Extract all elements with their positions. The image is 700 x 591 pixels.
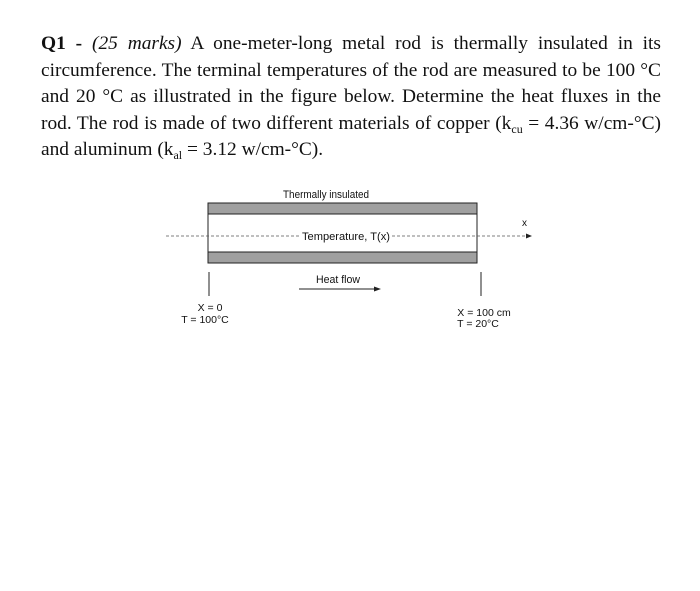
temperature-label: Temperature, T(x): [302, 231, 390, 243]
question-body-1: A one-meter-long metal rod is thermally insulated in its circumference. The terminal temperatures of the rod are measured to be 100 °C and 20 °C as illustrated in the figure below. Determine the heat fluxes in the rod. The rod is made of two different materials of copper (k: [41, 33, 661, 134]
right-t-label: T = 20°C: [457, 318, 499, 330]
question-marks: (25 marks): [91, 33, 182, 54]
question-body-2: = 4.36 w/cm-°C) and aluminum (k: [41, 112, 661, 160]
subscript-cu: cu: [511, 121, 523, 136]
left-t-label: T = 100°C: [181, 314, 229, 326]
left-x-label: X = 0: [197, 302, 223, 314]
x-axis-label: x: [522, 218, 527, 229]
question-body-3: = 3.12 w/cm-°C).: [182, 139, 324, 160]
heat-flow-label: Heat flow: [316, 274, 361, 286]
subscript-al: al: [173, 148, 183, 162]
heat-flow-arrowhead: [374, 287, 381, 292]
question-number: Q1 -: [41, 33, 83, 54]
x-axis-arrowhead: [526, 234, 532, 239]
insulation-top: [208, 203, 477, 214]
insulated-label: Thermally insulated: [283, 189, 369, 201]
insulation-bottom: [208, 252, 477, 263]
right-x-label: X = 100 cm: [457, 307, 511, 319]
